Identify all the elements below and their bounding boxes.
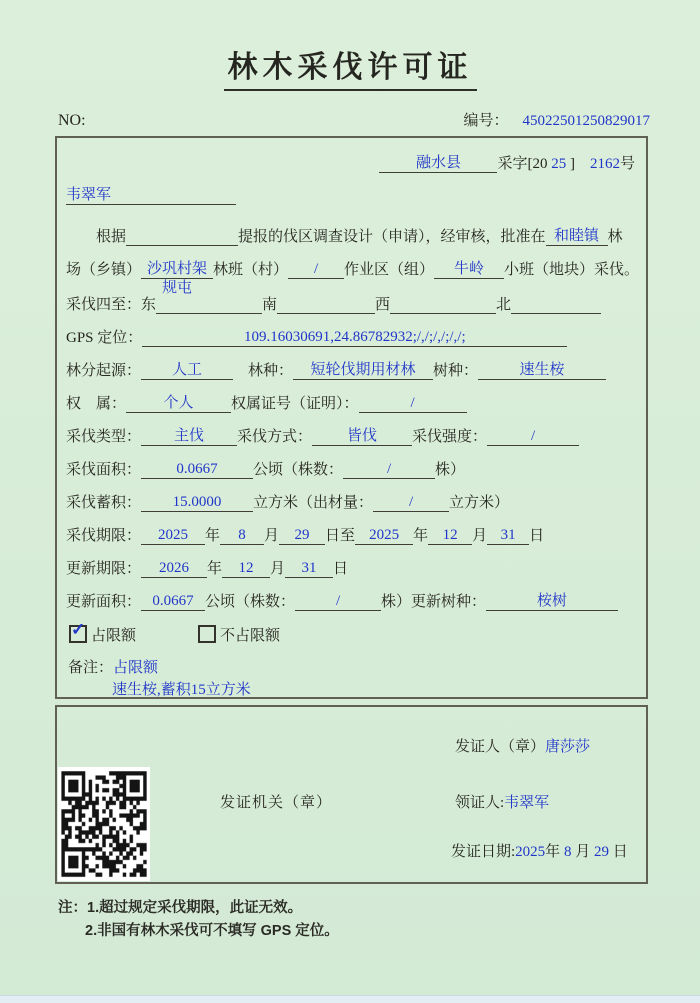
form-fill: /	[288, 259, 344, 279]
form-label: 西	[375, 297, 391, 313]
form-fill: /	[359, 393, 467, 413]
remark-block	[68, 657, 637, 701]
form-fill: 主伐	[141, 426, 237, 446]
form-label: 月	[264, 528, 280, 544]
issuing-authority-label: 发证机关（章）	[220, 795, 333, 811]
form-label: 采伐类型：	[66, 429, 142, 445]
form-label: 作业区（组）	[344, 262, 435, 278]
form-label: 采伐方式：	[237, 429, 313, 445]
form-label: 年	[207, 561, 223, 577]
footnote-prefix: 注：	[58, 900, 87, 916]
quota-checkbox-row	[69, 620, 637, 645]
form-fill	[390, 294, 496, 314]
form-label: GPS 定位：	[66, 330, 143, 346]
form-label: 权属证号（证明）：	[231, 396, 359, 412]
issuer-label: 发证人（章）	[455, 739, 546, 755]
quota-checkbox-checked	[69, 620, 87, 643]
form-line	[66, 185, 637, 205]
year-char: 年	[545, 844, 564, 860]
form-label: 立方米（出材量：	[253, 495, 374, 511]
form-label: 株）	[435, 462, 466, 478]
form-fill: /	[373, 492, 449, 512]
form-fill: 0.0667	[141, 591, 205, 611]
form-line	[66, 152, 637, 172]
form-line	[66, 425, 637, 445]
form-fill: 人工	[141, 360, 233, 380]
form-line	[66, 359, 637, 379]
form-label: 采字[20	[497, 156, 552, 172]
issue-date-month: 8	[563, 844, 572, 860]
form-label: 更新期限：	[66, 561, 142, 577]
form-label: 年	[413, 528, 429, 544]
footnote-1	[58, 897, 700, 920]
form-label: 采伐蓄积：	[66, 495, 142, 511]
day-char: 日	[608, 844, 628, 860]
form-value: 2162	[589, 156, 620, 172]
form-label: 树种：	[433, 363, 479, 379]
holder-label: 领证人:	[455, 795, 505, 811]
form-line	[66, 458, 637, 478]
serial-group	[463, 109, 650, 130]
form-fill	[277, 294, 375, 314]
issue-date-row	[451, 840, 628, 861]
form-fill: 15.0000	[141, 492, 253, 512]
form-label: ]	[566, 156, 590, 172]
form-label: 南	[262, 297, 278, 313]
form-line	[66, 491, 637, 511]
title-row	[0, 0, 700, 91]
footnote-line-2: 2.非国有林木采伐可不填写 GPS 定位。	[85, 923, 339, 939]
form-fill: 12	[222, 558, 270, 578]
permit-form-box	[55, 136, 648, 699]
quota-checked-label: 占限额	[91, 627, 137, 644]
form-label: 日至	[325, 528, 356, 544]
form-fill: 0.0667	[141, 459, 253, 479]
quota-unchecked-label: 不占限额	[220, 627, 281, 644]
issuance-box	[55, 705, 648, 884]
form-label: 日	[333, 561, 349, 577]
form-label: 采伐面积：	[66, 462, 142, 478]
qr-code	[58, 767, 150, 881]
form-line	[66, 557, 637, 577]
issue-date-day: 29	[593, 844, 609, 860]
form-fill: 速生桉	[478, 360, 606, 380]
form-fill: 2025	[355, 525, 413, 545]
form-label: 号	[619, 156, 635, 172]
form-fill: 8	[220, 525, 264, 545]
form-label: 更新面积：	[66, 594, 142, 610]
form-fill: 个人	[126, 393, 231, 413]
form-fill: 2025	[141, 525, 205, 545]
form-fill: 韦翠军	[66, 185, 236, 205]
form-label: 小班（地块）采伐。	[504, 262, 640, 278]
form-line	[66, 326, 637, 346]
form-fill: 桉树	[486, 591, 618, 611]
form-label: 根据	[66, 229, 127, 245]
form-fill: 皆伐	[312, 426, 412, 446]
issuer-row	[455, 735, 590, 756]
form-label: 林种：	[233, 363, 294, 379]
form-fill: 2026	[141, 558, 207, 578]
holder-name: 韦翠军	[504, 795, 550, 811]
form-label: 提报的伐区调查设计（申请），经审核，批准在	[238, 229, 546, 245]
form-label: 年	[205, 528, 221, 544]
form-label: 日	[529, 528, 545, 544]
village-line-2: 规屯	[162, 280, 193, 296]
form-label: 采伐四至：东	[66, 297, 157, 313]
form-label: 月	[270, 561, 286, 577]
form-fill	[126, 226, 238, 246]
form-label: 采伐强度：	[412, 429, 488, 445]
form-fill: 融水县	[379, 153, 497, 173]
form-fill: 短轮伐期用材林	[293, 360, 433, 380]
check-icon: ✓	[71, 620, 86, 639]
remark-label: 备注：	[68, 660, 114, 676]
form-label: 公顷（株数：	[253, 462, 344, 478]
form-label: 采伐期限：	[66, 528, 142, 544]
form-line	[66, 392, 637, 412]
form-label: 立方米）	[449, 495, 510, 511]
form-fill: 12	[428, 525, 472, 545]
issue-date-year: 2025	[515, 844, 546, 860]
form-label: 林	[607, 229, 623, 245]
form-label: 林分起源：	[66, 363, 142, 379]
form-label: 公顷（株数：	[205, 594, 296, 610]
village-line-1: 沙巩村架	[147, 261, 208, 277]
form-fill: 29	[279, 525, 325, 545]
quota-checkbox-unchecked	[198, 625, 216, 643]
form-label: 权 属：	[66, 396, 127, 412]
issuer-name: 唐莎莎	[545, 739, 591, 755]
form-line	[66, 258, 640, 296]
form-label: 林班（村）	[213, 262, 289, 278]
form-fill-two-line	[141, 259, 213, 296]
scan-edge	[0, 995, 700, 1003]
form-fill: 31	[487, 525, 529, 545]
form-fill: 和睦镇	[546, 226, 608, 246]
form-fill: 牛岭	[434, 259, 504, 279]
form-label: 月	[472, 528, 488, 544]
no-label: NO:	[58, 112, 86, 129]
form-value: 25	[551, 156, 567, 172]
form-fill: 31	[285, 558, 333, 578]
serial-row	[58, 109, 650, 130]
footnote-line-1: 1.超过规定采伐期限，此证无效。	[87, 900, 303, 916]
form-label: 株）更新树种：	[381, 594, 487, 610]
form-lines	[66, 152, 640, 610]
form-fill: /	[343, 459, 435, 479]
form-line	[66, 524, 637, 544]
form-fill: 109.16030691,24.86782932;/,/;/,/;/,/;	[142, 327, 567, 347]
form-label: 北	[496, 297, 512, 313]
remark-line-2: 速生桉,蓄积15立方米	[112, 682, 251, 698]
page-title: 林木采伐许可证	[224, 42, 477, 91]
issue-date-label: 发证日期:	[451, 844, 516, 860]
serial-label: 编号：	[463, 113, 509, 129]
serial-number: 45022501250829017	[522, 113, 650, 129]
footnotes	[58, 897, 700, 943]
form-line	[66, 225, 637, 245]
form-fill	[511, 294, 601, 314]
form-line	[66, 590, 637, 610]
form-fill: /	[487, 426, 579, 446]
remark-line-1: 占限额	[113, 660, 159, 676]
form-label: 场（乡镇）	[66, 262, 142, 278]
form-fill: /	[295, 591, 381, 611]
holder-row	[455, 791, 549, 812]
month-char: 月	[571, 844, 594, 860]
